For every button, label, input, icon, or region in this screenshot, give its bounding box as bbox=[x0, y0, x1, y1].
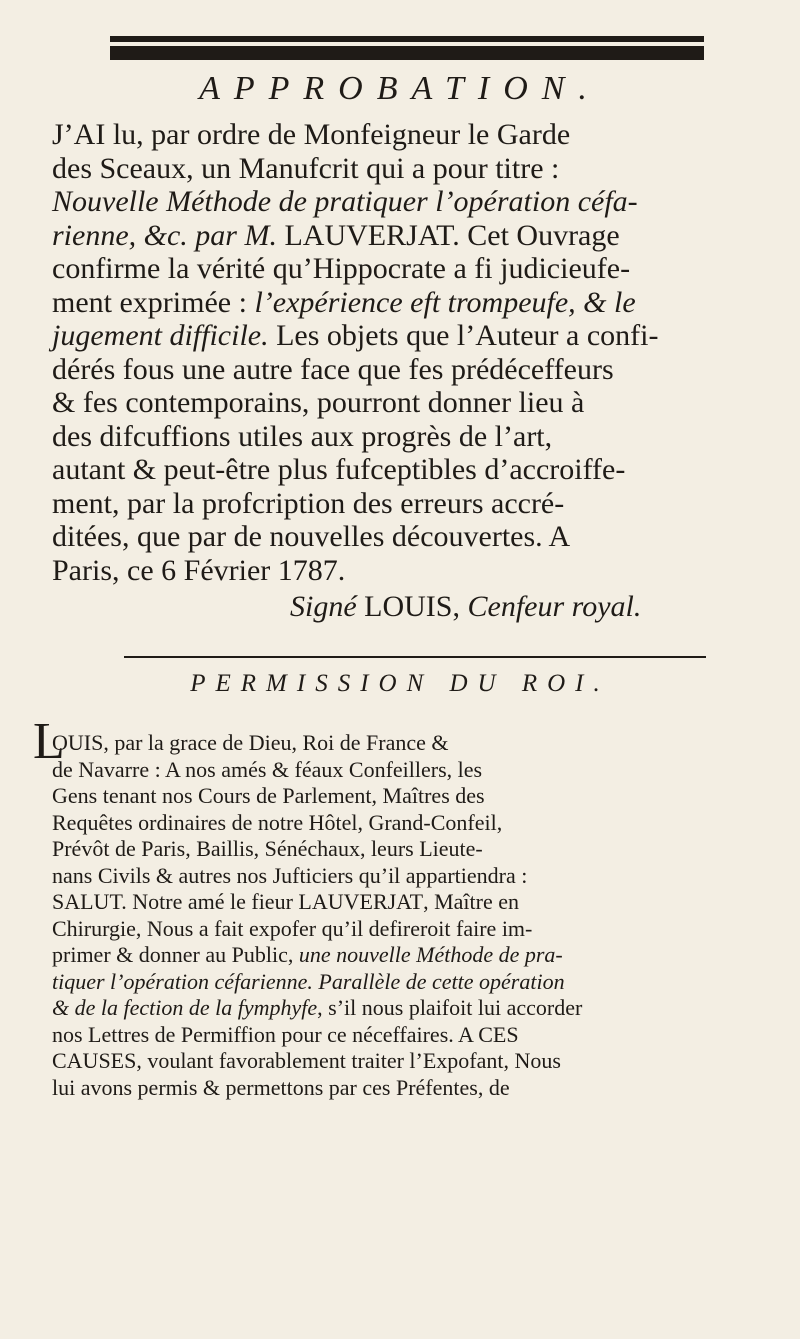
text-line bbox=[52, 1075, 510, 1101]
text-segment: CES bbox=[478, 1021, 519, 1047]
text-segment: J’AI lu, par ordre de Monfeigneur le Garde bbox=[52, 118, 571, 151]
text-segment: des Sceaux, un Manufcrit qui a pour titre : bbox=[52, 151, 560, 185]
permission-title: PERMISSION DU ROI. bbox=[190, 670, 610, 697]
text-line bbox=[52, 118, 570, 152]
text-line bbox=[52, 185, 638, 219]
approbation-title: APPROBATION. bbox=[199, 70, 601, 107]
text-segment: ment, par la profcription des erreurs accré- bbox=[52, 486, 565, 520]
text-segment: LAUVERJAT. Cet Ouvrage bbox=[284, 218, 620, 252]
text-segment: LAUVERJAT bbox=[298, 889, 424, 914]
text-line bbox=[52, 252, 630, 286]
text-line bbox=[52, 889, 519, 915]
text-line bbox=[52, 836, 483, 862]
text-segment: , s’il nous plaifoit lui accorder bbox=[317, 995, 583, 1020]
text-segment: Nouvelle Méthode de pratiquer l’opération céfa- bbox=[52, 185, 638, 218]
text-segment: Paris, ce 6 Février 1787. bbox=[52, 553, 346, 587]
text-segment: Requêtes ordinaires de notre Hôtel, Grand-Confeil, bbox=[52, 809, 503, 835]
text-line bbox=[52, 995, 582, 1021]
text-line bbox=[52, 319, 658, 353]
text-line bbox=[52, 453, 625, 487]
text-segment: des difcuffions utiles aux progrès de l’art, bbox=[52, 419, 553, 453]
text-segment: SALUT. Notre amé le fieur bbox=[52, 889, 299, 914]
text-line bbox=[52, 969, 565, 995]
text-line bbox=[52, 1048, 561, 1074]
text-line bbox=[52, 783, 485, 809]
text-segment: OUIS, par la grace de Dieu, Roi de France & bbox=[52, 730, 449, 755]
text-segment: , Maître en bbox=[423, 889, 519, 914]
text-segment: Gens tenant nos Cours de Parlement, Maîtres des bbox=[52, 783, 485, 808]
text-segment: & fes contemporains, pourront donner lieu à bbox=[52, 386, 585, 419]
text-line bbox=[52, 386, 584, 420]
text-segment: LOUIS, bbox=[364, 590, 468, 623]
text-segment: Signé bbox=[290, 590, 365, 623]
text-segment: confirme la vérité qu’Hippocrate a fi judicieufe- bbox=[52, 252, 631, 285]
text-line bbox=[52, 286, 636, 320]
text-segment: primer & donner au Public, bbox=[52, 942, 299, 967]
signature-line bbox=[290, 590, 641, 624]
top-rule bbox=[110, 36, 704, 42]
text-segment: ment exprimée : bbox=[52, 285, 255, 319]
text-line bbox=[52, 152, 559, 186]
text-segment: l’expérience eft trompeufe, & le bbox=[254, 285, 636, 319]
text-line bbox=[52, 916, 532, 942]
text-segment: lui avons permis & permettons par ces Préfentes, de bbox=[52, 1074, 510, 1100]
text-line bbox=[52, 420, 552, 454]
text-segment: autant & peut-être plus fufceptibles d’accroiffe- bbox=[52, 453, 626, 486]
top-rule-lower bbox=[110, 46, 704, 60]
text-segment: & de la fection de la fymphyfe bbox=[52, 995, 318, 1020]
drop-cap: L bbox=[33, 713, 65, 770]
section-rule bbox=[124, 656, 706, 658]
text-line bbox=[52, 520, 570, 554]
text-segment: Chirurgie, Nous a fait expofer qu’il defireroit faire im- bbox=[52, 915, 533, 941]
text-line bbox=[52, 863, 527, 889]
text-line bbox=[52, 487, 564, 521]
text-line bbox=[52, 1022, 519, 1048]
text-segment: jugement difficile. bbox=[52, 319, 269, 352]
text-segment: Prévôt de Paris, Baillis, Sénéchaux, leurs Lieute- bbox=[52, 836, 483, 861]
text-segment: de Navarre : A nos amés & féaux Confeillers, les bbox=[52, 756, 483, 782]
text-segment: CAUSES bbox=[52, 1048, 137, 1073]
text-segment: nos Lettres de Permiffion pour ce néceffaires. A bbox=[52, 1021, 479, 1047]
text-segment: rienne, &c. par M. bbox=[52, 218, 285, 252]
text-line bbox=[52, 554, 345, 588]
text-line bbox=[52, 757, 482, 783]
text-segment: une nouvelle Méthode de pra- bbox=[298, 942, 563, 967]
text-line bbox=[52, 942, 563, 968]
text-segment: dérés fous une autre face que fes prédéceffeurs bbox=[52, 352, 614, 386]
text-segment: Cenfeur royal. bbox=[467, 590, 642, 623]
text-line bbox=[52, 353, 614, 387]
text-segment: , voulant favorablement traiter l’Expofant, Nous bbox=[136, 1048, 561, 1073]
text-line bbox=[52, 730, 448, 756]
text-line bbox=[52, 810, 502, 836]
text-segment: nans Civils & autres nos Jufticiers qu’il appartiendra : bbox=[52, 862, 528, 888]
text-segment: tiquer l’opération céfarienne. Parallèle de cette opération bbox=[52, 968, 565, 994]
text-segment: ditées, que par de nouvelles découvertes. A bbox=[52, 520, 571, 553]
text-line bbox=[52, 219, 620, 253]
text-segment: Les objets que l’Auteur a confi- bbox=[268, 319, 659, 352]
